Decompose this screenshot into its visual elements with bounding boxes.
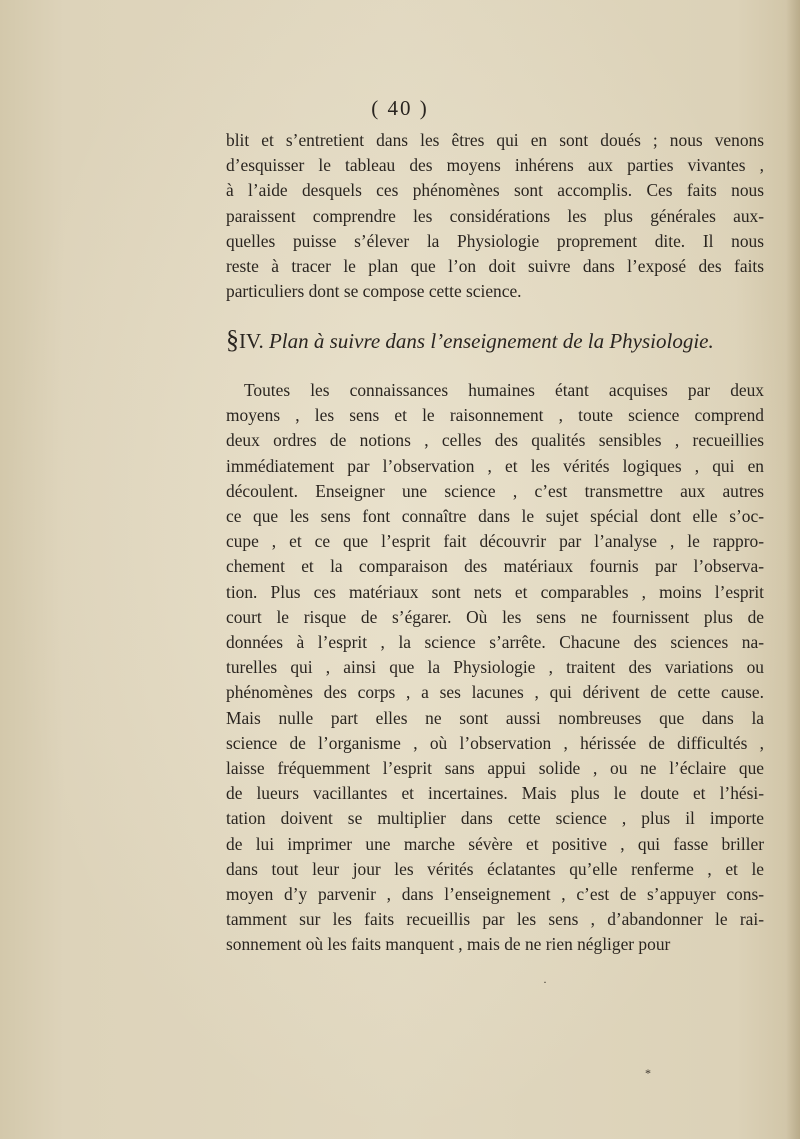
text-line: ce que les sens font connaître dans le sujet spécial dont elle s’oc- [226,506,764,527]
text-line: turelles qui , ainsi que la Physiologie , traitent des variations ou [226,657,764,678]
section-mark: § [226,325,239,354]
text-line: chement et la comparaison des matériaux fournis par l’observa- [226,556,764,577]
text-line: particuliers dont se compose cette science. [226,281,522,302]
text-line: découlent. Enseigner une science , c’est transmettre aux autres [226,480,764,501]
text-line: de lueurs vacillantes et incertaines. Mais plus le doute et l’hési- [226,783,764,804]
text-line: moyens , les sens et le raisonnement , toute science comprend [226,405,764,426]
text-line: de lui imprimer une marche sévère et positive , qui fasse briller [226,833,764,854]
text-line: immédiatement par l’observation , et les vérités logiques , qui en [226,455,764,476]
text-line: données à l’esprit , la science s’arrête. Chacune des sciences na- [226,632,764,653]
text-line: Toutes les connaissances humaines étant acquises par deux [244,380,764,400]
text-line: tamment sur les faits recueillis par les sens , d’abandonner le rai- [226,909,764,930]
text-line: d’esquisser le tableau des moyens inhérens aux parties vivantes , [226,155,764,176]
page-number: ( 40 ) [371,96,429,120]
text-line: reste à tracer le plan que l’on doit suivre dans l’exposé des faits [226,256,764,277]
section-heading [226,325,766,356]
text-line: tion. Plus ces matériaux sont nets et comparables , moins l’esprit [226,581,764,602]
paragraph-2 [226,378,764,958]
paragraph-1 [226,128,764,304]
text-line: dans tout leur jour les vérités éclatantes qu’elle renferme , et le [226,858,764,879]
section-title: Plan à suivre dans l’enseignement de la Physiologie. [268,329,714,353]
text-line: paraissent comprendre les considérations les plus générales aux- [226,205,764,226]
text-line: court le risque de s’égarer. Où les sens ne fournissent plus de [226,606,764,627]
text-line: à l’aide desquels ces phénomènes sont accomplis. Ces faits nous [226,180,764,201]
print-speck: · [543,975,547,989]
text-line: laisse fréquemment l’esprit sans appui solide , ou ne l’éclaire que [226,758,764,779]
text-line: sonnement où les faits manquent , mais de ne rien négliger pour [226,934,671,955]
text-line: blit et s’entretient dans les êtres qui en sont doués ; nous venons [226,130,764,150]
text-line: cupe , et ce que l’esprit fait découvrir par l’analyse , le rappro- [226,531,764,552]
print-speck: * [645,1066,651,1080]
text-line: tation doivent se multiplier dans cette science , plus il importe [226,808,764,829]
text-line: deux ordres de notions , celles des qualités sensibles , recueillies [226,430,764,451]
section-number: IV. [239,329,264,353]
page-edge-shadow [786,0,800,1139]
text-line: science de l’organisme , où l’observation , hérissée de difficultés , [226,732,764,753]
text-line: phénomènes des corps , a ses lacunes , qui dérivent de cette cause. [226,682,764,703]
text-line: Mais nulle part elles ne sont aussi nombreuses que dans la [226,707,764,728]
text-line: moyen d’y parvenir , dans l’enseignement , c’est de s’appuyer cons- [226,884,764,905]
text-line: quelles puisse s’élever la Physiologie proprement dite. Il nous [226,230,764,251]
